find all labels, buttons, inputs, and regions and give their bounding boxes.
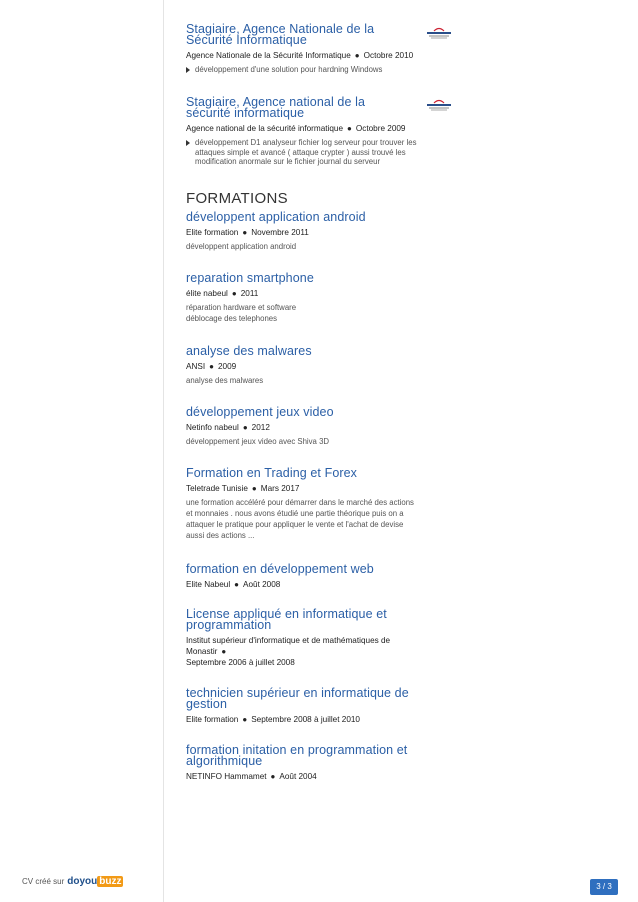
formation-date: Septembre 2006 à juillet 2008 — [186, 658, 295, 667]
ansi-logo-icon — [424, 26, 454, 40]
formation-entry — [186, 609, 451, 668]
formation-title-line: formation en développement web — [186, 562, 374, 576]
formation-title-line: analyse des malwares — [186, 344, 312, 358]
formation-date: 2009 — [217, 362, 237, 371]
description-line: déblocage des telephones — [186, 314, 278, 323]
formation-org-line — [186, 714, 451, 726]
experience-title-line: Stagiaire, Agence national de la — [186, 95, 366, 109]
formation-title — [186, 346, 451, 357]
description-line: attaquer le pratique pour appliquer le vente et l'achat de devise — [186, 520, 404, 529]
bullet-line: attaques simple et avancé ( attaque crypter ) aussi trouvé les — [195, 147, 406, 157]
experience-date: Octobre 2009 — [355, 124, 406, 133]
formation-title-line: License appliqué en informatique et — [186, 607, 387, 621]
formation-title-line: gestion — [186, 697, 228, 711]
description-line: aussi des actions ... — [186, 531, 255, 540]
formation-description — [186, 375, 451, 386]
left-margin-rule — [163, 0, 164, 902]
formation-org-line — [186, 635, 451, 668]
formation-date: Mars 2017 — [260, 484, 300, 493]
formation-date: Novembre 2011 — [251, 228, 309, 237]
separator-dot: ● — [270, 772, 276, 781]
description-line: développement jeux video avec Shiva 3D — [186, 437, 330, 446]
formation-date: 2011 — [240, 289, 259, 298]
formation-entry — [186, 212, 451, 252]
separator-dot: ● — [209, 362, 214, 371]
bullet-line: modification anormale sur le fichier journal du serveur — [195, 157, 381, 166]
formation-title — [186, 273, 451, 284]
experience-org: Agence Nationale de la Sécurité Informatique — [186, 51, 351, 60]
formation-title-line: formation initation en programmation et — [186, 743, 408, 757]
formation-title — [186, 564, 451, 575]
bullet-line: développement D1 analyseur fichier log serveur pour trouver les — [195, 138, 417, 147]
footer-credit — [22, 876, 123, 887]
doyoubuzz-logo[interactable] — [67, 876, 123, 887]
formation-org: Elite Nabeul — [186, 580, 231, 589]
experience-title-line: sécurité informatique — [186, 106, 305, 120]
formation-org: élite nabeul — [186, 289, 228, 298]
formation-title-line: technicien supérieur en informatique de — [186, 686, 409, 700]
formation-org: Elite formation — [186, 228, 239, 237]
ansi-logo-icon — [424, 98, 454, 112]
formation-entry — [186, 564, 451, 591]
experience-org-line — [186, 50, 451, 62]
formation-org: Elite formation — [186, 715, 239, 724]
formation-title-line: reparation smartphone — [186, 271, 314, 285]
experience-title-line: Sécurité Informatique — [186, 33, 307, 47]
separator-dot: ● — [234, 580, 239, 589]
formation-title-line: Formation en Trading et Forex — [186, 466, 358, 480]
formation-title — [186, 212, 451, 223]
experience-bullet — [186, 65, 451, 75]
formation-title — [186, 609, 451, 631]
separator-dot: ● — [347, 124, 352, 133]
separator-dot: ● — [251, 484, 257, 493]
experience-entry — [186, 24, 451, 75]
formation-description — [186, 436, 451, 447]
formation-entry — [186, 688, 451, 726]
description-line: une formation accéléré pour démarrer dans le marché des actions — [186, 498, 414, 507]
formation-org: NETINFO Hammamet — [186, 772, 267, 781]
formation-description — [186, 241, 451, 252]
brand-part1: doyou — [67, 876, 98, 887]
formation-org-line — [186, 422, 451, 434]
formation-entry — [186, 273, 451, 324]
formation-org-line — [186, 288, 451, 300]
formation-title-line: développent application android — [186, 210, 366, 224]
formation-entry — [186, 407, 451, 447]
description-line: développent application android — [186, 242, 297, 251]
description-line: réparation hardware et software — [186, 303, 297, 312]
formation-org: Institut supérieur d'informatique et de mathématiques de — [186, 636, 391, 645]
separator-dot: ● — [242, 715, 248, 724]
separator-dot: ● — [242, 423, 248, 432]
formation-org: ANSI — [186, 362, 206, 371]
experience-org-line — [186, 123, 451, 135]
formation-org-line — [186, 483, 451, 495]
formation-date: Septembre 2008 à juillet 2010 — [251, 715, 360, 724]
description-line: et monnaies . nous avons étudié une partie théorique puis on a — [186, 509, 404, 518]
brand-part2: buzz — [99, 876, 122, 887]
formation-title-line: algorithmique — [186, 754, 263, 768]
experience-date: Octobre 2010 — [363, 51, 414, 60]
bullet-line: développement d'une solution pour hardning Windows — [195, 65, 383, 74]
experience-title — [186, 97, 451, 119]
page-number-badge: 3 / 3 — [590, 879, 618, 895]
formation-description — [186, 497, 451, 541]
formation-description — [186, 302, 451, 324]
formation-org-line — [186, 579, 451, 591]
formation-title-line: développement jeux video — [186, 405, 334, 419]
formation-title-line: programmation — [186, 618, 272, 632]
formation-org: Netinfo nabeul — [186, 423, 239, 432]
formations-heading: FORMATIONS — [186, 190, 288, 207]
separator-dot: ● — [221, 647, 227, 656]
footer-prefix: CV créé sur — [22, 877, 65, 886]
separator-dot: ● — [231, 289, 237, 298]
separator-dot: ● — [242, 228, 248, 237]
experience-title-line: Stagiaire, Agence Nationale de la — [186, 22, 375, 36]
formation-entry — [186, 745, 451, 783]
experience-org: Agence national de la sécurité informatique — [186, 124, 344, 133]
description-line: analyse des malwares — [186, 376, 264, 385]
formation-date: 2012 — [251, 423, 270, 432]
experience-bullet — [186, 138, 451, 167]
formation-date: Août 2004 — [279, 772, 317, 781]
formation-org-line — [186, 227, 451, 239]
separator-dot: ● — [354, 51, 360, 60]
formation-title — [186, 407, 451, 418]
formation-entry — [186, 468, 451, 541]
formation-org-line — [186, 361, 451, 373]
formation-entry — [186, 346, 451, 386]
experience-entry — [186, 97, 451, 167]
formation-org: Teletrade Tunisie — [186, 484, 248, 493]
formation-org-line — [186, 771, 451, 783]
formation-org-continued: Monastir — [186, 647, 218, 656]
formation-title — [186, 468, 451, 479]
formation-date: Août 2008 — [243, 580, 281, 589]
formation-title — [186, 745, 451, 767]
experience-title — [186, 24, 451, 46]
formation-title — [186, 688, 451, 710]
